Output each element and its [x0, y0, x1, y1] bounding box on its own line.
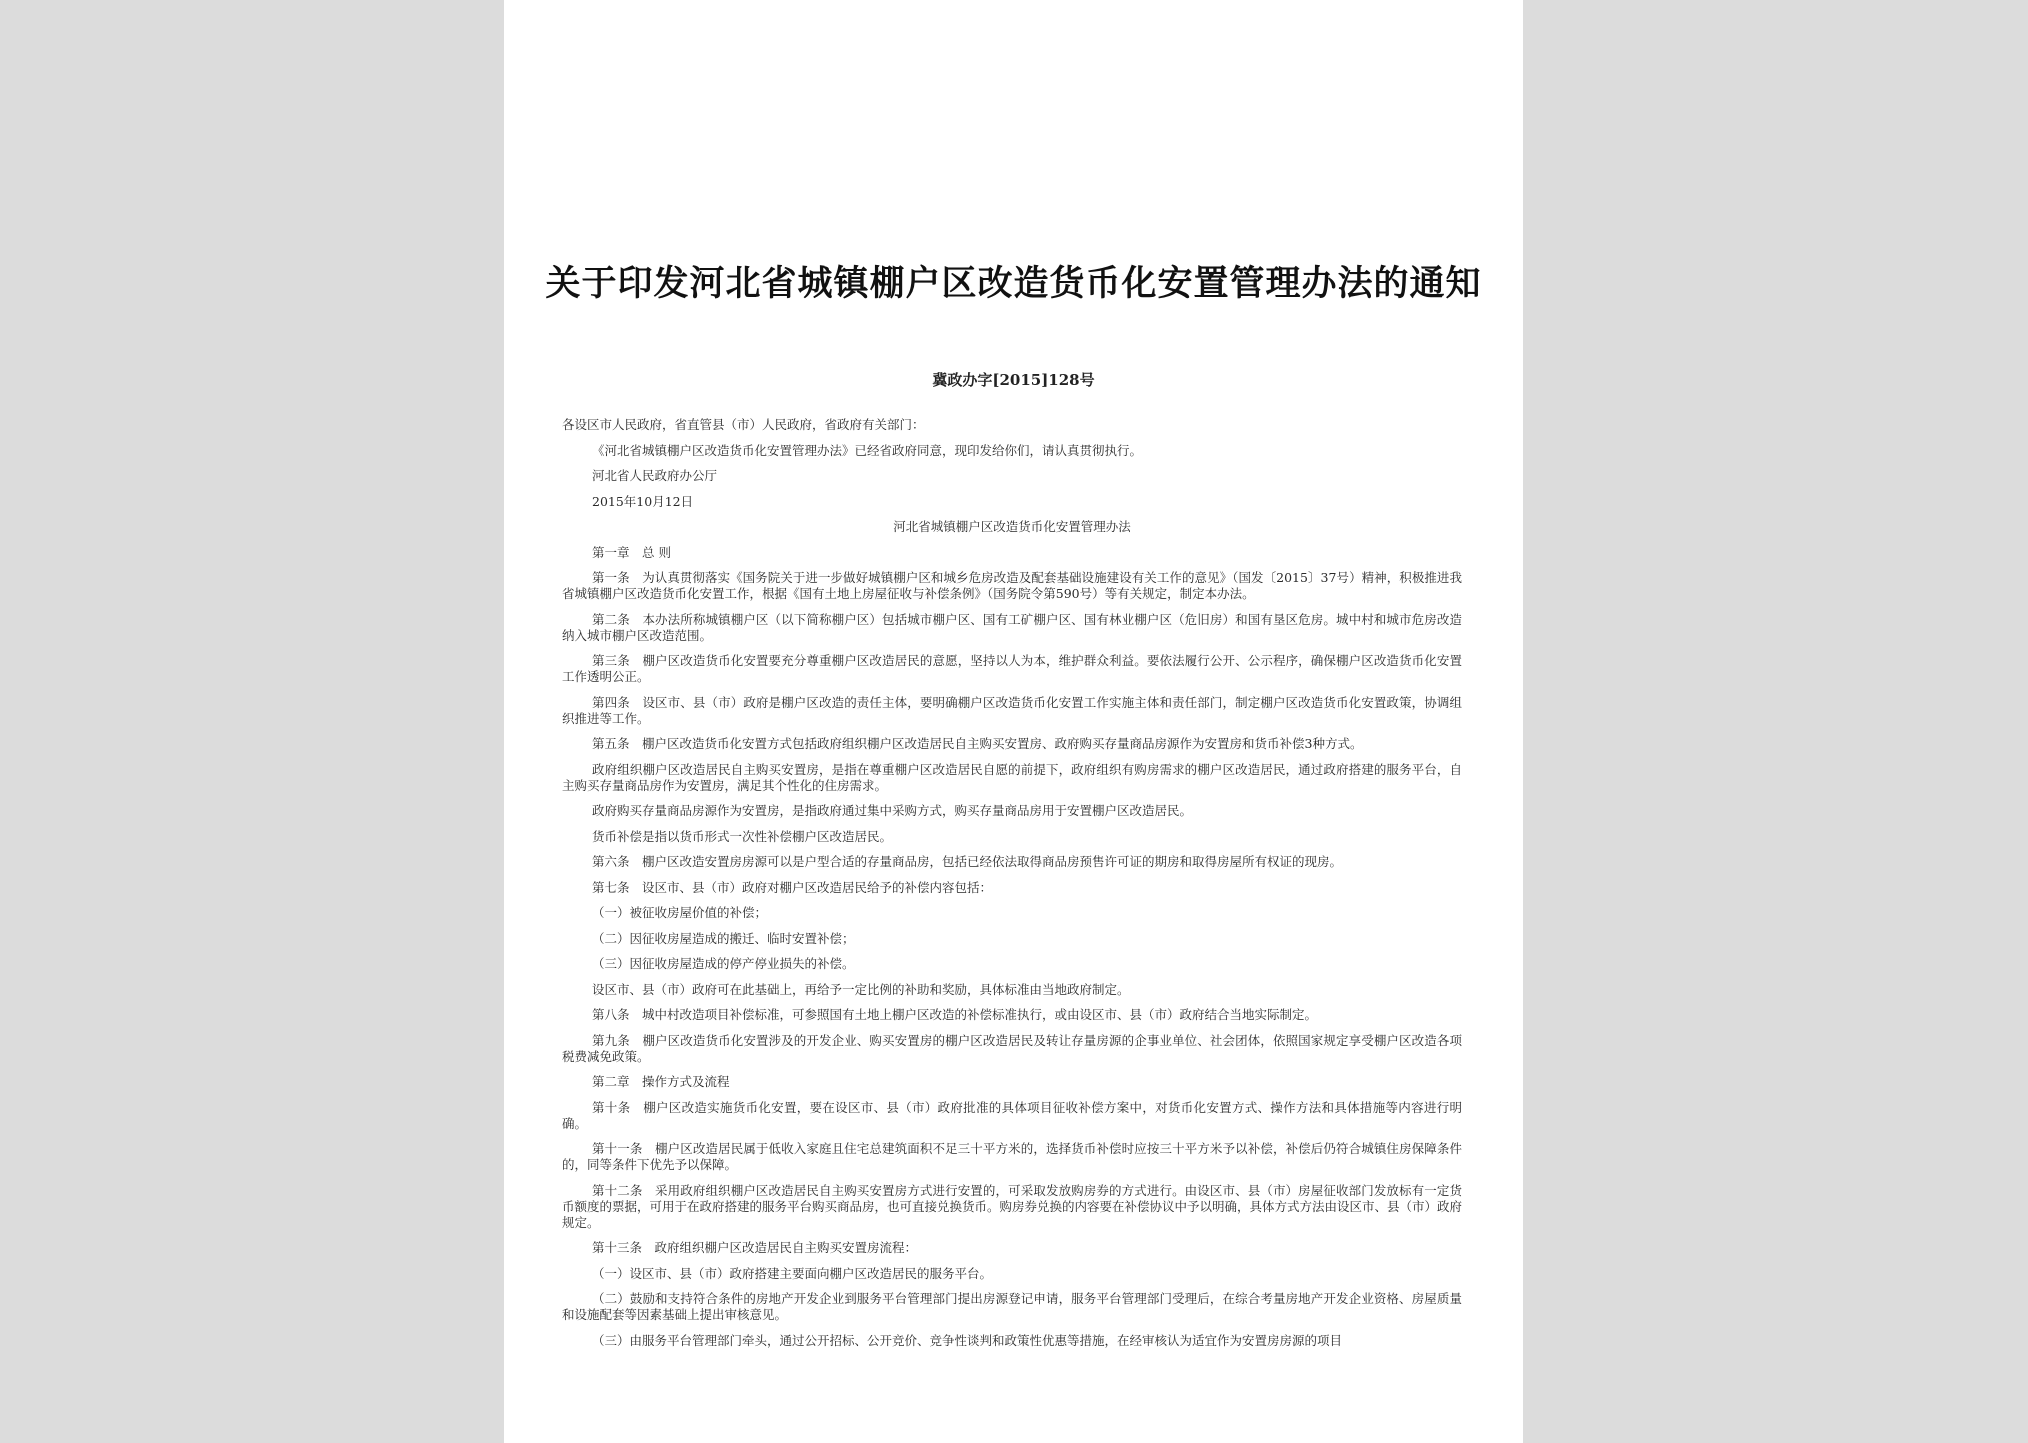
article-paragraph: 第十一条 棚户区改造居民属于低收入家庭且住宅总建筑面积不足三十平方米的，选择货币补偿时应按三十平方米予以补偿，补偿后仍符合城镇住房保障条件的，同等条件下优先予以保障。 [562, 1141, 1462, 1172]
list-item: （三）因征收房屋造成的停产停业损失的补偿。 [592, 956, 855, 971]
list-item: （一）设区市、县（市）政府搭建主要面向棚户区改造居民的服务平台。 [592, 1265, 993, 1281]
article-paragraph: 第二条 本办法所称城镇棚户区（以下简称棚户区）包括城市棚户区、国有工矿棚户区、国有林业棚户区（危旧房）和国有垦区危房。城中村和城市危房改造纳入城市棚户区改造范围。 [562, 611, 1462, 643]
list-item: （三）由服务平台管理部门牵头，通过公开招标、公开竞价、竞争性谈判和政策性优惠等措施，在经审核认为适宜作为安置房房源的项目 [592, 1332, 1343, 1348]
article-paragraph: 第七条 设区市、县（市）政府对棚户区改造居民给予的补偿内容包括： [592, 879, 993, 895]
article-paragraph: 第一条 为认真贯彻落实《国务院关于进一步做好城镇棚户区和城乡危房改造及配套基础设施建设有关工作的意见》（国发〔2015〕37号）精神，积极推进我省城镇棚户区改造货币化安置工作，根据《国有土地上房屋征收与补偿条例》（国务院令第590号）等有关规定，制定本办法。 [562, 570, 1462, 601]
article-paragraph: 第十条 棚户区改造实施货币化安置，要在设区市、县（市）政府批准的具体项目征收补偿方案中，对货币化安置方式、操作方法和具体措施等内容进行明确。 [562, 1099, 1462, 1131]
chapter-heading: 第一章 总 则 [592, 544, 671, 560]
attachment-title: 河北省城镇棚户区改造货币化安置管理办法 [893, 519, 1131, 534]
article-paragraph: 设区市、县（市）政府可在此基础上，再给予一定比例的补助和奖励，具体标准由当地政府制定。 [592, 981, 1130, 997]
article-paragraph: 第八条 城中村改造项目补偿标准，可参照国有土地上棚户区改造的补偿标准执行，或由设区市、县（市）政府结合当地实际制定。 [592, 1007, 1318, 1022]
issuer-line: 河北省人民政府办公厅 [592, 468, 718, 483]
article-paragraph: 第十二条 采用政府组织棚户区改造居民自主购买安置房方式进行安置的，可采取发放购房券的方式进行。由设区市、县（市）房屋征收部门发放标有一定货币额度的票据，可用于在政府搭建的服务平台购买商品房，也可直接兑换货币。购房券兑换的内容要在补偿协议中予以明确，具体方式方法由设区市、县（市）政府规定。 [562, 1182, 1463, 1230]
article-paragraph: 第九条 棚户区改造货币化安置涉及的开发企业、购买安置房的棚户区改造居民及转让存量房源的企事业单位、社会团体，依照国家规定享受棚户区改造各项税费减免政策。 [562, 1032, 1462, 1064]
addressee-line: 各设区市人民政府，省直管县（市）人民政府，省政府有关部门： [562, 417, 925, 432]
article-paragraph: 第六条 棚户区改造安置房房源可以是户型合适的存量商品房，包括已经依法取得商品房预售许可证的期房和取得房屋所有权证的现房。 [592, 854, 1343, 869]
document-title: 关于印发河北省城镇棚户区改造货币化安置管理办法的通知 [545, 263, 1482, 304]
article-paragraph: 第十三条 政府组织棚户区改造居民自主购买安置房流程： [592, 1240, 918, 1255]
list-item: （一）被征收房屋价值的补偿； [592, 905, 768, 920]
document-page [504, 0, 1523, 1443]
list-item: （二）鼓励和支持符合条件的房地产开发企业到服务平台管理部门提出房源登记申请，服务平台管理部门受理后，在综合考量房地产开发企业资格、房屋质量和设施配套等因素基础上提出审核意见。 [562, 1291, 1462, 1322]
article-paragraph: 第三条 棚户区改造货币化安置要充分尊重棚户区改造居民的意愿，坚持以人为本，维护群众利益。要依法履行公开、公示程序，确保棚户区改造货币化安置工作透明公正。 [562, 653, 1462, 684]
paragraph: 《河北省城镇棚户区改造货币化安置管理办法》已经省政府同意，现印发给你们，请认真贯彻执行。 [592, 442, 1143, 458]
article-paragraph: 政府组织棚户区改造居民自主购买安置房，是指在尊重棚户区改造居民自愿的前提下，政府组织有购房需求的棚户区改造居民，通过政府搭建的服务平台，自主购买存量商品房作为安置房，满足其个性化的住房需求。 [562, 761, 1462, 793]
article-paragraph: 政府购买存量商品房源作为安置房，是指政府通过集中采购方式，购买存量商品房用于安置棚户区改造居民。 [592, 803, 1193, 818]
document-number: 冀政办字[2015]128号 [932, 371, 1095, 389]
chapter-heading: 第二章 操作方式及流程 [592, 1074, 730, 1089]
article-paragraph: 第四条 设区市、县（市）政府是棚户区改造的责任主体，要明确棚户区改造货币化安置工作实施主体和责任部门，制定棚户区改造货币化安置政策，协调组织推进等工作。 [562, 694, 1462, 726]
date-line: 2015年10月12日 [592, 493, 694, 509]
article-paragraph: 第五条 棚户区改造货币化安置方式包括政府组织棚户区改造居民自主购买安置房、政府购买存量商品房源作为安置房和货币补偿3种方式。 [592, 736, 1363, 751]
article-paragraph: 货币补偿是指以货币形式一次性补偿棚户区改造居民。 [592, 828, 893, 844]
list-item: （二）因征收房屋造成的搬迁、临时安置补偿； [592, 930, 855, 946]
document-body [562, 417, 1462, 1358]
